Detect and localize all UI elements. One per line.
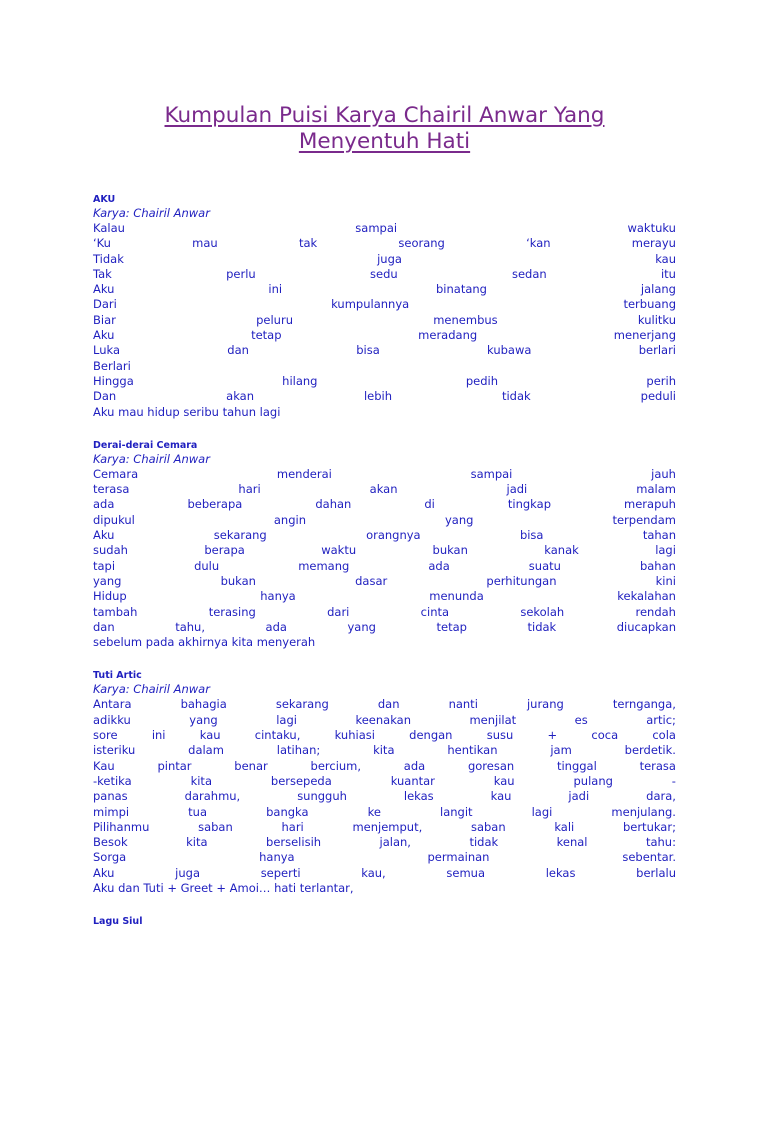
- poem-word: kau: [655, 251, 676, 266]
- poem-word: menjulang.: [611, 804, 676, 819]
- poem-line: [93, 374, 676, 389]
- poem-line: [93, 343, 676, 358]
- poem-word: tambah: [93, 604, 138, 619]
- poem-word: Biar: [93, 312, 116, 327]
- poem-word: mau: [192, 236, 218, 251]
- poem-word: yang: [189, 712, 218, 727]
- poem-line: [93, 543, 676, 558]
- poem-word: Berlari: [93, 358, 131, 373]
- poem-word: kita: [373, 743, 395, 758]
- poem-word: saban: [470, 819, 506, 834]
- poem-word: tapi: [93, 558, 116, 573]
- poem-word: ini: [151, 728, 166, 743]
- poem-word: perlu: [226, 266, 256, 281]
- poem-line: [93, 620, 676, 635]
- page-title-line-2: Menyentuh Hati: [298, 129, 471, 154]
- poem-word: lagi: [276, 712, 297, 727]
- poem-word: tidak: [501, 389, 531, 404]
- poem-word: Cemara: [93, 466, 139, 481]
- poem-word: dasar: [355, 573, 388, 588]
- poem-line: [93, 774, 676, 789]
- poem-line: [93, 589, 676, 604]
- poem-word: bercium,: [310, 758, 362, 773]
- poem-word: juga: [377, 251, 402, 266]
- poem-line: [93, 328, 676, 343]
- poem-word: sedan: [511, 266, 547, 281]
- page-title-line-1: Kumpulan Puisi Karya Chairil Anwar Yang: [164, 103, 605, 128]
- poem-word: lagi: [531, 804, 553, 819]
- poem-word: berapa: [204, 543, 245, 558]
- poem-word: lebih: [363, 389, 393, 404]
- poem-word: dan: [93, 619, 115, 634]
- poem-word: yang: [347, 619, 376, 634]
- poem-word: Antara: [93, 697, 132, 712]
- poem-line: [93, 267, 676, 282]
- poem-word: dan: [377, 697, 400, 712]
- poem-word: kau: [493, 773, 515, 788]
- poem-word: sampai: [470, 466, 513, 481]
- poem-word: jurang: [526, 697, 564, 712]
- poem-line: [93, 528, 676, 543]
- poem-word: suatu: [528, 558, 561, 573]
- poem-word: tahan: [642, 528, 676, 543]
- poem-line: [93, 467, 676, 482]
- poem-line: [93, 743, 676, 758]
- poem-word: tetap: [251, 328, 282, 343]
- poem-word: tahu,: [175, 619, 205, 634]
- poem-word: tingkap: [507, 497, 551, 512]
- poem-line: [93, 605, 676, 620]
- poem-word: benar: [234, 758, 268, 773]
- poem-line: [93, 497, 676, 512]
- poem-word: meradang: [418, 328, 478, 343]
- poem-word: Pilihanmu: [93, 819, 150, 834]
- poem-word: perhitungan: [486, 573, 557, 588]
- poem-word: Aku mau hidup seribu tahun lagi: [93, 404, 281, 419]
- poem-section: [93, 439, 676, 651]
- poem-line: [93, 835, 676, 850]
- poem-word: ada: [428, 558, 450, 573]
- poem-word: cinta: [420, 604, 450, 619]
- poem-word: sekolah: [520, 604, 565, 619]
- poem-word: ada: [93, 497, 115, 512]
- poem-word: Kalau: [93, 221, 125, 235]
- poem-word: angin: [273, 512, 306, 527]
- poem-line: [93, 236, 676, 251]
- poem-word: nanti: [448, 697, 478, 712]
- poem-line: [93, 759, 676, 774]
- poem-line: [93, 282, 676, 297]
- poem-word: tidak: [469, 835, 499, 850]
- poem-word: menjemput,: [352, 819, 423, 834]
- poem-word: dulu: [194, 558, 220, 573]
- poem-word: jalan,: [379, 835, 411, 850]
- poem-word: jadi: [506, 482, 528, 497]
- poem-word: waktu: [321, 543, 357, 558]
- poem-word: kau,: [361, 865, 386, 880]
- poem-word: cintaku,: [254, 728, 301, 743]
- poem-word: sekarang: [275, 697, 329, 712]
- poem-word: peluru: [256, 312, 293, 327]
- poem-word: panas: [93, 789, 128, 804]
- poem-line: [93, 866, 676, 881]
- poem-word: susu: [486, 728, 514, 743]
- poem-word: menjilat: [469, 712, 517, 727]
- poem-line: [93, 635, 676, 650]
- poem-word: dipukul: [93, 512, 135, 527]
- poem-word: pintar: [157, 758, 192, 773]
- poem-word: sudah: [93, 543, 128, 558]
- poem-word: kanak: [544, 543, 579, 558]
- poem-line: [93, 850, 676, 865]
- poem-word: kekalahan: [617, 589, 676, 604]
- poem-word: tahu:: [645, 835, 676, 850]
- poem-word: ke: [367, 804, 381, 819]
- poem-list: [93, 193, 676, 928]
- poem-line: [93, 713, 676, 728]
- poem-word: Tak: [93, 266, 112, 281]
- poem-word: coca: [591, 728, 619, 743]
- poem-word: yang: [445, 512, 474, 527]
- poem-word: isteriku: [93, 743, 136, 758]
- poem-word: kali: [554, 819, 575, 834]
- poem-word: hanya: [259, 850, 295, 865]
- poem-word: Dari: [93, 297, 117, 312]
- poem-word: Hidup: [93, 589, 127, 604]
- poem-word: ada: [403, 758, 426, 773]
- poem-word: kulitku: [637, 312, 676, 327]
- poem-word: langit: [440, 804, 473, 819]
- poem-word: lagi: [655, 543, 676, 558]
- poem-line: [93, 820, 676, 835]
- poem-word: terasing: [208, 604, 256, 619]
- poem-word: bertukar;: [622, 819, 676, 834]
- poem-word: Hingga: [93, 373, 134, 388]
- poem-word: malam: [636, 482, 676, 497]
- poem-word: tidak: [527, 619, 557, 634]
- poem-word: ‘Ku: [93, 236, 111, 251]
- poem-word: jadi: [568, 789, 590, 804]
- poem-word: kenal: [556, 835, 588, 850]
- poem-word: diucapkan: [616, 619, 676, 634]
- poem-word: bisa: [356, 343, 380, 358]
- poem-word: Luka: [93, 343, 120, 358]
- poem-word: berselisih: [266, 835, 322, 850]
- poem-word: seorang: [398, 236, 445, 251]
- poem-word: sekarang: [213, 528, 267, 543]
- poem-word: dahan: [315, 497, 352, 512]
- poem-word: Besok: [93, 835, 128, 850]
- poem-word: keenakan: [355, 712, 411, 727]
- poem-line: [93, 389, 676, 404]
- poem-word: hilang: [282, 373, 318, 388]
- poem-heading: AKU: [93, 194, 116, 205]
- poem-word: tua: [188, 804, 208, 819]
- poem-word: kuhiasi: [334, 728, 375, 743]
- poem-word: lekas: [403, 789, 434, 804]
- poem-word: kau: [490, 789, 512, 804]
- poem-line: [93, 728, 676, 743]
- poem-word: peduli: [640, 389, 676, 404]
- poem-word: dara,: [646, 789, 676, 804]
- poem-heading: Derai-derai Cemara: [93, 439, 198, 451]
- poem-word: darahmu,: [184, 789, 241, 804]
- poem-word: bangka: [266, 804, 309, 819]
- poem-word: ada: [265, 619, 287, 634]
- poem-word: beberapa: [187, 497, 243, 512]
- poem-word: sore: [93, 728, 118, 743]
- poem-word: saban: [198, 819, 233, 834]
- poem-word: kuantar: [390, 773, 435, 788]
- poem-word: merapuh: [624, 497, 676, 512]
- poem-word: permainan: [427, 850, 490, 865]
- poem-word: pedih: [465, 373, 499, 388]
- poem-word: Dan: [93, 389, 117, 404]
- poem-word: kita: [190, 773, 212, 788]
- poem-word: bahagia: [180, 697, 227, 712]
- poem-word: Aku: [93, 865, 115, 880]
- poem-word: hentikan: [447, 743, 498, 758]
- poem-word: tak: [298, 236, 318, 251]
- poem-word: lekas: [545, 865, 576, 880]
- poem-word: mimpi: [93, 804, 130, 819]
- poem-word: itu: [660, 266, 676, 281]
- poem-line: [93, 252, 676, 267]
- poem-word: pulang: [573, 773, 613, 788]
- poem-word: es: [574, 712, 588, 727]
- poem-word: menderai: [276, 466, 332, 481]
- poem-word: Kau: [93, 758, 115, 773]
- poem-heading: Tuti Artic: [93, 670, 142, 682]
- poem-word: sebelum pada akhirnya kita menyerah: [93, 635, 316, 650]
- poem-word: sebentar.: [622, 850, 676, 865]
- poem-word: binatang: [436, 282, 487, 297]
- poem-word: cola: [652, 728, 676, 743]
- poem-line: [93, 559, 676, 574]
- poem-word: kubawa: [487, 343, 532, 358]
- poem-word: orangnya: [366, 528, 421, 543]
- poem-section: [93, 669, 676, 896]
- poem-word: latihan;: [276, 743, 321, 758]
- poem-word: ternganga,: [612, 697, 676, 712]
- poem-line: [93, 359, 676, 374]
- poem-section: [93, 915, 676, 928]
- poem-word: hanya: [260, 589, 296, 604]
- poem-word: artic;: [646, 712, 676, 727]
- poem-word: bisa: [519, 528, 544, 543]
- poem-line: [93, 221, 676, 236]
- poem-line: [93, 789, 676, 804]
- poem-word: dalam: [188, 743, 224, 758]
- poem-word: ini: [268, 282, 283, 297]
- page-title: [93, 103, 676, 155]
- document-page: [0, 103, 768, 1127]
- poem-word: dan: [227, 343, 249, 358]
- poem-word: di: [424, 497, 435, 512]
- poem-author: Karya: Chairil Anwar: [93, 451, 210, 466]
- poem-word: merayu: [631, 236, 676, 251]
- poem-word: Aku: [93, 528, 115, 543]
- poem-word: akan: [226, 389, 254, 404]
- poem-word: dengan: [409, 728, 453, 743]
- poem-line: [93, 405, 676, 420]
- poem-word: menunda: [429, 589, 484, 604]
- poem-word: rendah: [635, 604, 676, 619]
- poem-word: semua: [446, 865, 485, 880]
- poem-word: hari: [238, 482, 261, 497]
- poem-word: terbuang: [623, 297, 676, 312]
- poem-word: bukan: [220, 573, 256, 588]
- poem-line: [93, 313, 676, 328]
- poem-word: dari: [327, 604, 350, 619]
- poem-word: kumpulannya: [331, 297, 410, 312]
- poem-author: Karya: Chairil Anwar: [93, 682, 210, 697]
- poem-word: Aku dan Tuti + Greet + Amoi… hati terlantar,: [93, 880, 354, 895]
- poem-word: Tidak: [93, 251, 124, 266]
- poem-word: perih: [646, 373, 676, 388]
- poem-word: sungguh: [297, 789, 347, 804]
- poem-word: menembus: [433, 312, 498, 327]
- poem-word: berdetik.: [624, 743, 676, 758]
- poem-word: terpendam: [612, 512, 676, 527]
- poem-word: jauh: [651, 466, 676, 481]
- poem-word: Sorga: [93, 850, 127, 865]
- poem-word: bersepeda: [270, 773, 332, 788]
- poem-word: berlari: [638, 343, 676, 358]
- poem-word: akan: [369, 482, 398, 497]
- poem-word: kini: [655, 573, 676, 588]
- poem-word: jam: [550, 743, 572, 758]
- poem-author: Karya: Chairil Anwar: [93, 206, 210, 220]
- poem-word: memang: [298, 558, 350, 573]
- poem-word: tetap: [436, 619, 467, 634]
- poem-line: [93, 574, 676, 589]
- poem-word: yang: [93, 573, 122, 588]
- poem-word: jalang: [640, 282, 676, 297]
- poem-word: terasa: [93, 482, 130, 497]
- poem-line: [93, 482, 676, 497]
- poem-line: [93, 297, 676, 312]
- poem-word: hari: [281, 819, 304, 834]
- poem-line: [93, 513, 676, 528]
- poem-word: juga: [175, 865, 200, 880]
- poem-word: adikku: [93, 712, 131, 727]
- poem-word: -ketika: [93, 773, 132, 788]
- poem-line: [93, 697, 676, 712]
- poem-line: [93, 805, 676, 820]
- poem-word: -: [671, 773, 676, 788]
- poem-heading: Lagu Siul: [93, 916, 143, 928]
- poem-word: goresan: [467, 758, 515, 773]
- poem-word: sedu: [370, 266, 398, 281]
- poem-word: terasa: [639, 758, 676, 773]
- poem-line: [93, 881, 676, 896]
- poem-word: waktuku: [627, 221, 676, 235]
- poem-word: kita: [186, 835, 208, 850]
- poem-word: sampai: [355, 221, 398, 235]
- poem-word: tinggal: [556, 758, 597, 773]
- poem-word: Aku: [93, 282, 115, 297]
- poem-word: +: [547, 728, 558, 743]
- poem-word: Aku: [93, 328, 115, 343]
- poem-word: kau: [199, 728, 221, 743]
- poem-word: bukan: [432, 543, 468, 558]
- poem-section: [93, 193, 676, 420]
- poem-word: ‘kan: [526, 236, 551, 251]
- poem-word: seperti: [260, 865, 301, 880]
- poem-word: berlalu: [636, 865, 676, 880]
- poem-word: menerjang: [613, 328, 676, 343]
- poem-word: bahan: [639, 558, 676, 573]
